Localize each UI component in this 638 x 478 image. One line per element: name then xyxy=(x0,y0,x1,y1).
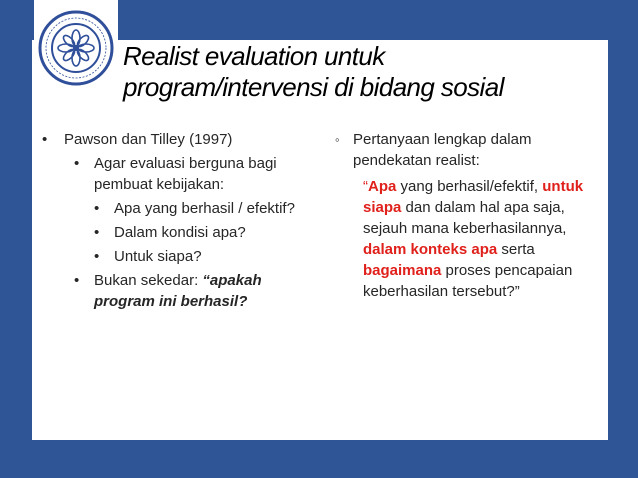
list-item xyxy=(42,153,312,195)
quote-block xyxy=(335,176,605,302)
bullet-dot: • xyxy=(94,248,100,265)
right-column xyxy=(335,129,605,302)
title-line-2: program/intervensi di bidang sosial xyxy=(123,72,504,102)
quote-text: serta xyxy=(497,241,535,258)
quote-text: dan dalam hal apa saja, sejauh mana keberhasilannya, xyxy=(363,199,567,237)
circle-bullet: ◦ xyxy=(335,132,340,147)
list-item xyxy=(335,129,605,171)
list-item xyxy=(42,222,312,243)
highlight-untuk-siapa: untuk siapa xyxy=(363,178,584,216)
list-item-text: Apa yang berhasil / efektif? xyxy=(114,200,295,217)
list-item-text: Dalam kondisi apa? xyxy=(114,224,246,241)
slide-title xyxy=(123,41,603,103)
list-item-text: Bukan sekedar: xyxy=(94,272,203,289)
highlight-apa: Apa xyxy=(368,178,397,195)
list-item xyxy=(42,198,312,219)
list-item-text: Agar evaluasi berguna bagi pembuat kebijakan: xyxy=(94,155,277,193)
list-item-text: Untuk siapa? xyxy=(114,248,202,265)
quote-open: “ xyxy=(363,178,368,195)
quote-text: yang berhasil/efektif, xyxy=(396,178,543,195)
bullet-dot: • xyxy=(74,155,80,172)
bullet-dot: • xyxy=(42,131,48,148)
bullet-dot: • xyxy=(94,224,100,241)
left-column xyxy=(42,129,312,312)
quote-text: proses pencapaian keberhasilan tersebut?” xyxy=(363,262,573,300)
list-item-text: Pawson dan Tilley (1997) xyxy=(64,131,233,148)
list-item xyxy=(42,246,312,267)
highlight-konteks: dalam konteks apa xyxy=(363,241,498,258)
bullet-dot: • xyxy=(74,272,80,289)
emphasis-text: “apakah program ini berhasil? xyxy=(94,272,262,310)
list-item-text: Pertanyaan lengkap dalam pendekatan realist: xyxy=(353,131,532,169)
list-item xyxy=(42,129,312,150)
title-line-1: Realist evaluation untuk xyxy=(123,41,385,71)
list-item xyxy=(42,270,312,312)
institute-seal-icon xyxy=(38,10,114,86)
logo-box xyxy=(34,0,118,100)
bullet-dot: • xyxy=(94,200,100,217)
highlight-bagaimana: bagaimana xyxy=(363,262,442,279)
